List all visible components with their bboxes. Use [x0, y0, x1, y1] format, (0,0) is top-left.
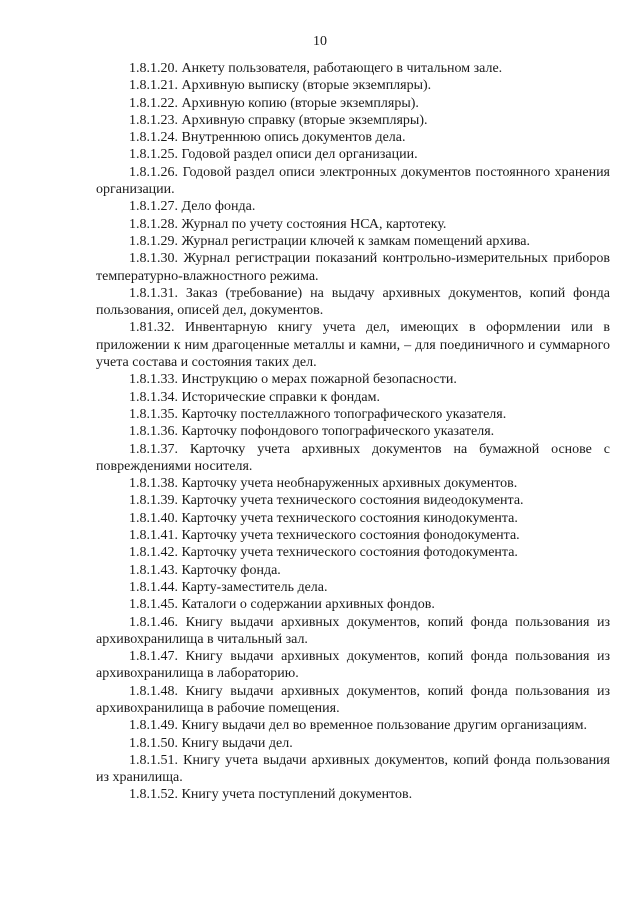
list-item	[96, 510, 610, 527]
item-text: Карточку пофондового топографического указателя.	[181, 424, 495, 440]
item-number: 1.8.1.39.	[129, 493, 178, 509]
list-item	[96, 129, 610, 146]
list-item	[96, 544, 610, 561]
list-item	[96, 786, 610, 803]
item-text: Карточку учета технического состояния фонодокумента.	[181, 528, 520, 544]
list-item	[96, 164, 610, 199]
item-text: Инвентарную книгу учета дел, имеющих в оформлении или в приложении к ним драгоценные металлы и камни, – для поединичного и суммарного учета состава и состояния таких дел.	[96, 320, 610, 371]
item-number: 1.8.1.42.	[129, 545, 178, 561]
item-number: 1.8.1.41.	[129, 528, 178, 544]
list-item	[96, 683, 610, 718]
list-item	[96, 406, 610, 423]
item-text: Книгу учета поступлений документов.	[181, 787, 413, 803]
item-text: Архивную выписку (вторые экземпляры).	[181, 78, 432, 94]
item-text: Карточку учета архивных документов на бумажной основе с повреждениями носителя.	[96, 441, 611, 474]
item-number: 1.8.1.37.	[129, 441, 178, 457]
item-text: Заказ (требование) на выдачу архивных документов, копий фонда пользования, описей дел, документов.	[96, 285, 611, 319]
item-text: Карточку учета технического состояния фотодокумента.	[181, 545, 518, 561]
list-item	[96, 752, 610, 787]
item-number: 1.8.1.23.	[129, 112, 178, 128]
item-number: 1.8.1.47.	[129, 649, 178, 665]
item-number: 1.8.1.29.	[129, 233, 178, 249]
item-number: 1.8.1.35.	[129, 406, 178, 422]
item-number: 1.8.1.43.	[129, 562, 178, 578]
list-item	[96, 492, 610, 509]
item-text: Инструкцию о мерах пожарной безопасности.	[181, 372, 457, 388]
item-number: 1.8.1.33.	[129, 372, 178, 388]
item-text: Книгу выдачи архивных документов, копий фонда пользования из архивохранилища в лабораторию.	[96, 649, 611, 682]
item-number: 1.8.1.49.	[129, 718, 178, 734]
list-item	[96, 233, 610, 250]
item-text: Исторические справки к фондам.	[181, 389, 380, 405]
list-item	[96, 250, 610, 285]
document-body	[96, 60, 610, 804]
item-number: 1.8.1.22.	[129, 95, 178, 111]
page-number: 10	[313, 34, 327, 49]
list-item	[96, 95, 610, 112]
list-item	[96, 527, 610, 544]
list-item	[96, 146, 610, 163]
item-text: Журнал по учету состояния НСА, картотеку.	[181, 216, 447, 232]
item-text: Годовой раздел описи дел организации.	[181, 147, 418, 163]
item-number: 1.8.1.52.	[129, 787, 178, 803]
list-item	[96, 371, 610, 388]
list-item	[96, 77, 610, 94]
item-number: 1.8.1.36.	[129, 424, 178, 440]
list-item	[96, 60, 610, 77]
item-number: 1.81.32.	[129, 320, 175, 336]
list-item	[96, 614, 610, 649]
item-number: 1.8.1.27.	[129, 199, 178, 215]
item-number: 1.8.1.46.	[129, 614, 178, 630]
list-item	[96, 717, 610, 734]
item-number: 1.8.1.48.	[129, 683, 178, 699]
list-item	[96, 198, 610, 215]
item-text: Внутреннюю опись документов дела.	[181, 130, 406, 146]
list-item	[96, 112, 610, 129]
item-text: Каталоги о содержании архивных фондов.	[181, 597, 435, 613]
item-number: 1.8.1.25.	[129, 147, 178, 163]
item-number: 1.8.1.26.	[129, 164, 178, 180]
item-number: 1.8.1.51.	[129, 752, 178, 768]
item-text: Архивную справку (вторые экземпляры).	[181, 112, 428, 128]
item-number: 1.8.1.50.	[129, 735, 178, 751]
list-item	[96, 285, 610, 320]
item-text: Журнал регистрации ключей к замкам помещений архива.	[181, 233, 530, 249]
list-item	[96, 389, 610, 406]
item-text: Карточку учета технического состояния кинодокумента.	[181, 510, 518, 526]
item-number: 1.8.1.34.	[129, 389, 178, 405]
list-item	[96, 216, 610, 233]
item-number: 1.8.1.45.	[129, 597, 178, 613]
list-item	[96, 579, 610, 596]
list-item	[96, 319, 610, 371]
item-text: Годовой раздел описи электронных документов постоянного хранения организации.	[96, 164, 610, 198]
list-item	[96, 475, 610, 492]
item-text: Архивную копию (вторые экземпляры).	[181, 95, 419, 111]
item-text: Книгу выдачи дел во временное пользование другим организациям.	[181, 718, 587, 734]
list-item	[96, 423, 610, 440]
list-item	[96, 562, 610, 579]
item-text: Дело фонда.	[181, 199, 256, 215]
item-text: Карточку учета необнаруженных архивных документов.	[181, 476, 518, 492]
item-text: Книгу выдачи дел.	[181, 735, 293, 751]
item-number: 1.8.1.30.	[129, 251, 178, 267]
item-text: Журнал регистрации показаний контрольно-измерительных приборов температурно-влажностного режима.	[96, 251, 610, 284]
item-number: 1.8.1.20.	[129, 61, 178, 76]
item-text: Книгу учета выдачи архивных документов, копий фонда пользования из хранилища.	[96, 752, 610, 786]
item-number: 1.8.1.21.	[129, 78, 178, 94]
item-number: 1.8.1.38.	[129, 476, 178, 492]
list-item	[96, 735, 610, 752]
item-text: Анкету пользователя, работающего в читальном зале.	[181, 61, 503, 76]
item-text: Книгу выдачи архивных документов, копий фонда пользования из архивохранилища в рабочие помещения.	[96, 683, 611, 716]
item-number: 1.8.1.44.	[129, 579, 178, 595]
item-text: Карту-заместитель дела.	[181, 579, 328, 595]
item-number: 1.8.1.28.	[129, 216, 178, 232]
item-number: 1.8.1.40.	[129, 510, 178, 526]
item-text: Карточку фонда.	[181, 562, 281, 578]
item-text: Книгу выдачи архивных документов, копий фонда пользования из архивохранилища в читальный зал.	[96, 614, 611, 647]
item-number: 1.8.1.31.	[129, 285, 178, 301]
list-item	[96, 441, 610, 476]
item-number: 1.8.1.24.	[129, 130, 178, 146]
list-item	[96, 648, 610, 683]
list-item	[96, 596, 610, 613]
item-text: Карточку учета технического состояния видеодокумента.	[181, 493, 524, 509]
item-text: Карточку постеллажного топографического указателя.	[181, 406, 507, 422]
